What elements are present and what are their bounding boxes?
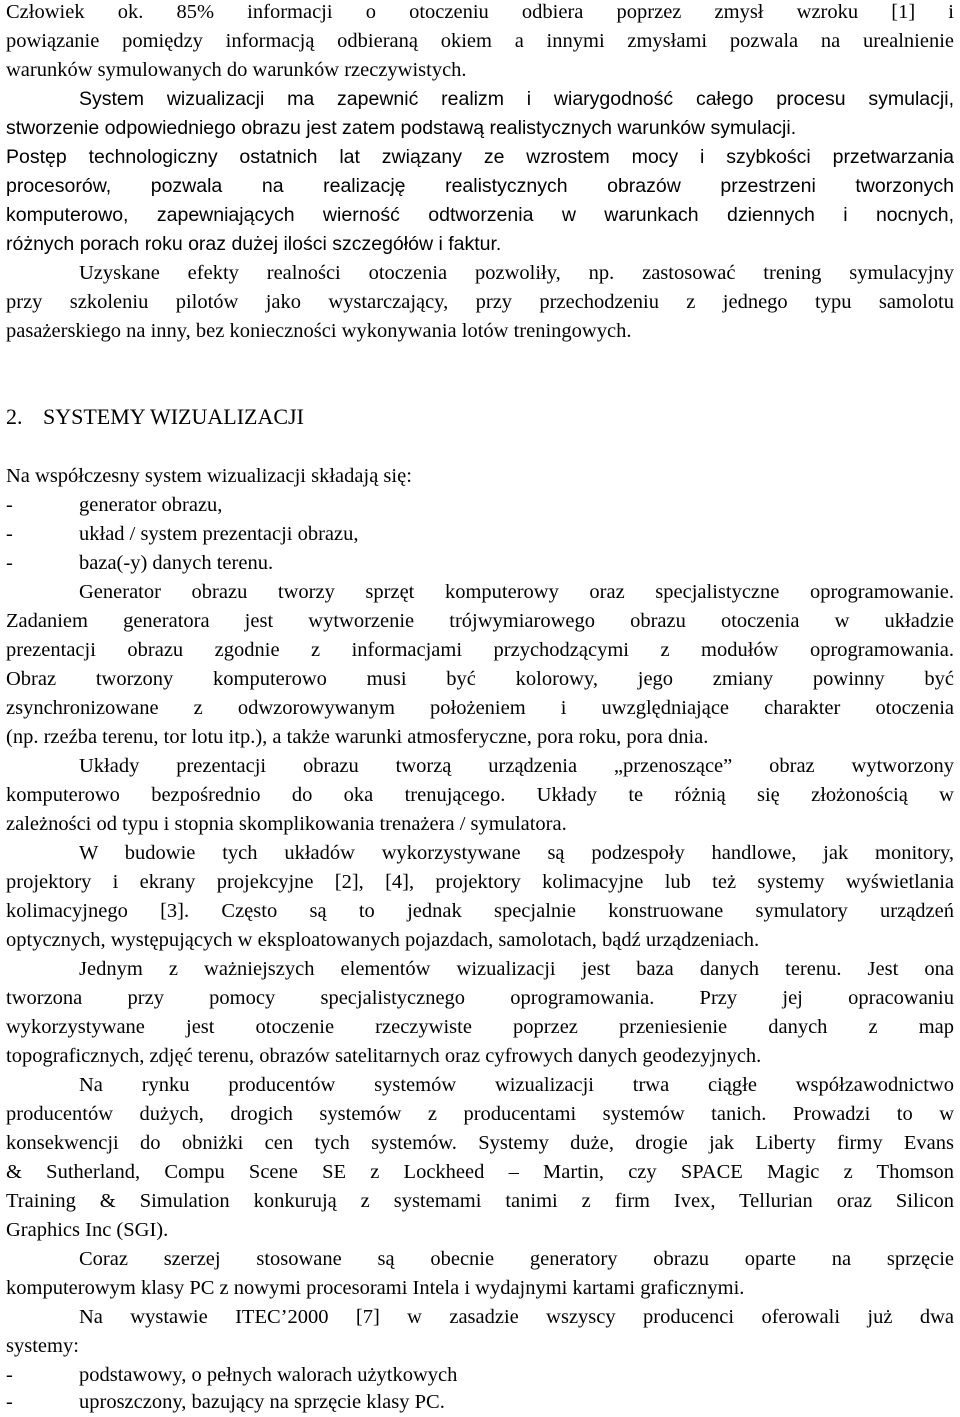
intro-line: komputerowo, zapewniających wierność odtworzenia w warunkach dziennych i nocnych, <box>6 204 954 226</box>
body-line: zależności od typu i stopnia skomplikowania trenażera / symulatora. <box>6 813 567 835</box>
intro-line: warunków symulowanych do warunków rzeczywistych. <box>6 59 467 81</box>
body-line: Graphics Inc (SGI). <box>6 1219 169 1241</box>
intro-line: stworzenie odpowiedniego obrazu jest zatem podstawą realistycznych warunków symulacji. <box>6 117 797 139</box>
body-line: zsynchronizowane z odwzorowywanym położeniem i uwzględniające charakter otoczenia <box>6 697 954 719</box>
body-line: systemy: <box>6 1335 79 1357</box>
list-item-text: generator obrazu, <box>79 494 223 516</box>
list-item-text: baza(-y) danych terenu. <box>79 552 274 574</box>
body-line: Coraz szerzej stosowane są obecnie generatory obrazu oparte na sprzęcie <box>79 1248 954 1270</box>
body-line: Obraz tworzony komputerowo musi być kolorowy, jego zmiany powinny być <box>6 668 954 690</box>
list-item <box>6 520 359 549</box>
body-line: Na wystawie ITEC’2000 [7] w zasadzie wszyscy producenci oferowali już dwa <box>79 1306 954 1328</box>
body-line: kolimacyjnego [3]. Często są to jednak specjalnie konstruowane symulatory urządzeń <box>6 900 954 922</box>
bullet-dash: - <box>6 1391 13 1413</box>
body-line: komputerowo bezpośrednio do oka trenującego. Układy te różnią się złożonością w <box>6 784 954 806</box>
intro-line: procesorów, pozwala na realizację realistycznych obrazów przestrzeni tworzonych <box>6 175 954 197</box>
body-line: optycznych, występujących w eksploatowanych pojazdach, samolotach, bądź urządzeniach. <box>6 929 760 951</box>
list-item-text: podstawowy, o pełnych walorach użytkowych <box>79 1364 458 1386</box>
body-line: Training & Simulation konkurują z systemami tanimi z firm Ivex, Tellurian oraz Silicon <box>6 1190 954 1212</box>
body-line: (np. rzeźba terenu, tor lotu itp.), a także warunki atmosferyczne, pora roku, pora dnia. <box>6 726 709 748</box>
intro-line: powiązanie pomiędzy informacją odbieraną okiem a innymi zmysłami pozwala na urealnienie <box>6 30 954 52</box>
list-item-text: układ / system prezentacji obrazu, <box>79 523 359 545</box>
intro-line: pasażerskiego na inny, bez konieczności wykonywania lotów treningowych. <box>6 320 632 342</box>
list-intro: Na współczesny system wizualizacji składają się: <box>6 465 412 487</box>
intro-line: System wizualizacji ma zapewnić realizm i wiarygodność całego procesu symulacji, <box>79 88 954 110</box>
section-number: 2. <box>6 404 23 429</box>
intro-line: różnych porach roku oraz dużej ilości szczegółów i faktur. <box>6 233 502 255</box>
bullet-dash: - <box>6 523 13 545</box>
body-line: prezentacji obrazu zgodnie z informacjami przychodzącymi z modułów oprogramowania. <box>6 639 954 661</box>
body-line: konsekwencji do obniżki cen tych systemów. Systemy duże, drogie jak Liberty firmy Evans <box>6 1132 954 1154</box>
intro-line: Postęp technologiczny ostatnich lat związany ze wzrostem mocy i szybkości przetwarzania <box>6 146 954 168</box>
body-line: Jednym z ważniejszych elementów wizualizacji jest baza danych terenu. Jest ona <box>79 958 954 980</box>
list-item <box>6 1361 457 1390</box>
body-line: W budowie tych układów wykorzystywane są podzespoły handlowe, jak monitory, <box>79 842 954 864</box>
list-item <box>6 1388 445 1417</box>
body-line: & Sutherland, Compu Scene SE z Lockheed – Martin, czy SPACE Magic z Thomson <box>6 1161 954 1183</box>
intro-line: Człowiek ok. 85% informacji o otoczeniu odbiera poprzez zmysł wzroku [1] i <box>6 1 954 23</box>
body-line: tworzona przy pomocy specjalistycznego oprogramowania. Przy jej opracowaniu <box>6 987 954 1009</box>
body-line: Generator obrazu tworzy sprzęt komputerowy oraz specjalistyczne oprogramowanie. <box>79 581 954 603</box>
list-item-text: uproszczony, bazujący na sprzęcie klasy PC. <box>79 1391 445 1413</box>
bullet-dash: - <box>6 552 13 574</box>
intro-line: Uzyskane efekty realności otoczenia pozwoliły, np. zastosować trening symulacyjny <box>79 262 954 284</box>
section-heading <box>6 402 304 431</box>
body-line: Zadaniem generatora jest wytworzenie trójwymiarowego obrazu otoczenia w układzie <box>6 610 954 632</box>
body-line: producentów dużych, drogich systemów z producentami systemów tanich. Prowadzi to w <box>6 1103 954 1125</box>
body-line: Na rynku producentów systemów wizualizacji trwa ciągłe współzawodnictwo <box>79 1074 954 1096</box>
body-line: komputerowym klasy PC z nowymi procesorami Intela i wydajnymi kartami graficznymi. <box>6 1277 745 1299</box>
body-line: Układy prezentacji obrazu tworzą urządzenia „przenoszące” obraz wytworzony <box>79 755 954 777</box>
body-line: topograficznych, zdjęć terenu, obrazów satelitarnych oraz cyfrowych danych geodezyjnych. <box>6 1045 762 1067</box>
list-item <box>6 491 222 520</box>
bullet-dash: - <box>6 494 13 516</box>
intro-line: przy szkoleniu pilotów jako wystarczający, przy przechodzeniu z jednego typu samolotu <box>6 291 954 313</box>
body-line: projektory i ekrany projekcyjne [2], [4], projektory kolimacyjne lub też systemy wyświetlania <box>6 871 954 893</box>
body-line: wykorzystywane jest otoczenie rzeczywiste poprzez przeniesienie danych z map <box>6 1016 954 1038</box>
list-item <box>6 549 273 578</box>
section-title: SYSTEMY WIZUALIZACJI <box>43 404 304 429</box>
bullet-dash: - <box>6 1364 13 1386</box>
